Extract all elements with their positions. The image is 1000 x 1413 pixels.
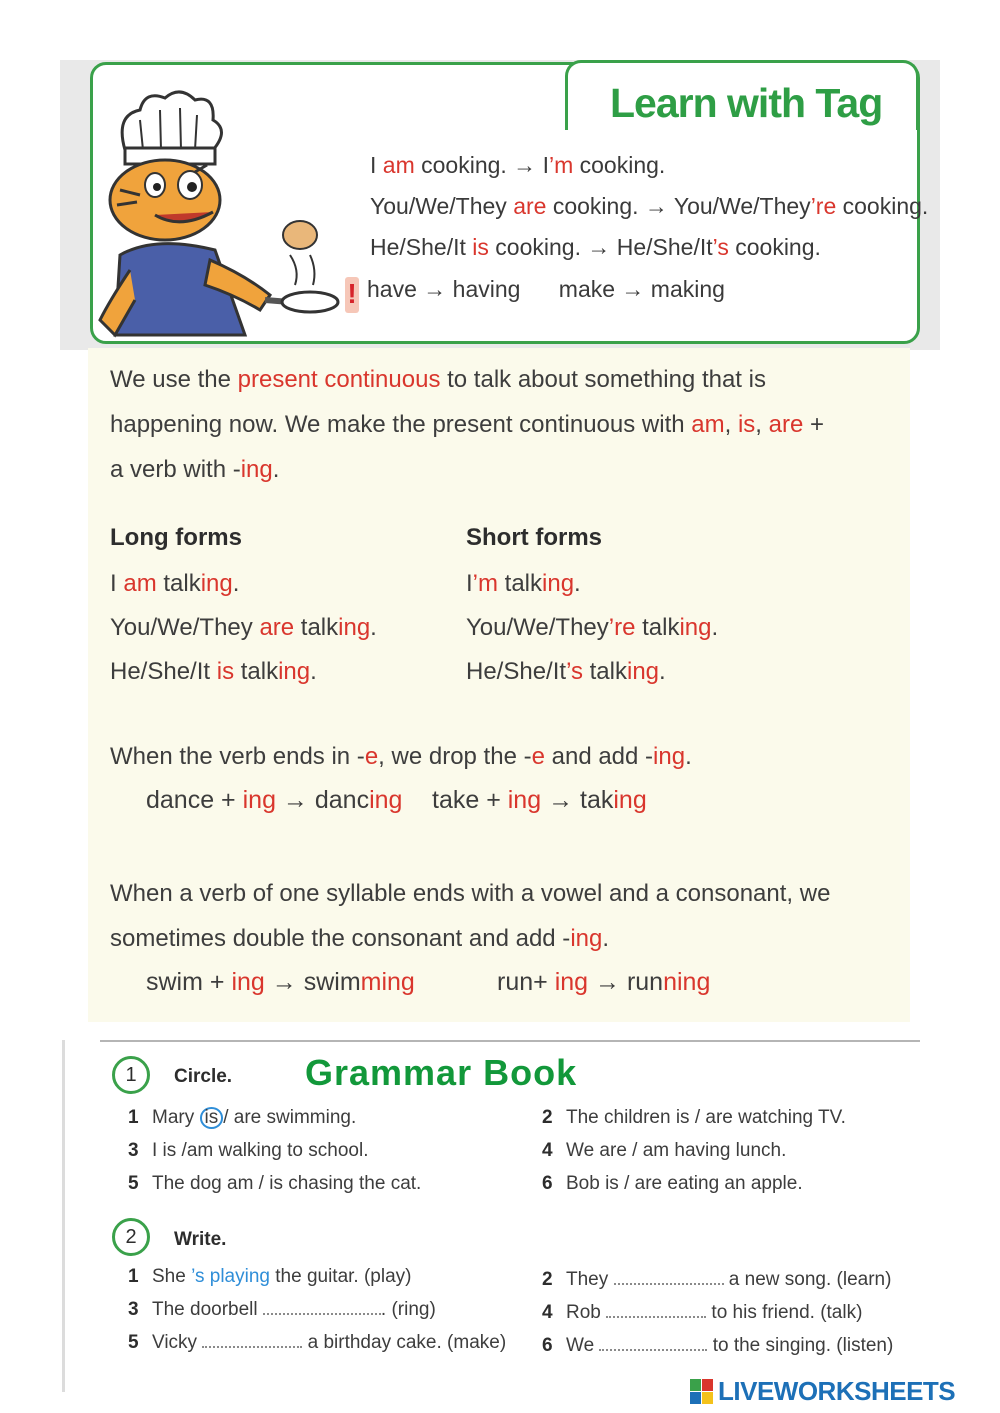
highlight-text: is <box>737 411 756 438</box>
item-text: a new song. (learn) <box>723 1269 892 1290</box>
item-text: / are swimming. <box>223 1107 357 1128</box>
item-text: The children is / are watching TV. <box>566 1107 846 1128</box>
item-text: We <box>566 1335 600 1356</box>
item-number: 2 <box>542 1269 553 1290</box>
rule-drop-e <box>110 734 692 779</box>
text-segment: a verb with - <box>110 456 241 483</box>
answer-field[interactable] <box>263 1301 381 1315</box>
highlight-text: ing <box>613 786 647 814</box>
answer-field[interactable] <box>614 1271 724 1285</box>
liveworksheets-logo-text: LIVEWORKSHEETS <box>718 1376 956 1406</box>
liveworksheets-mark-icon <box>690 1379 714 1405</box>
highlight-text: ’m <box>472 570 498 597</box>
answer-field[interactable] <box>606 1304 706 1318</box>
text-segment: He/She/It <box>370 234 473 260</box>
cooking-examples <box>370 145 928 268</box>
intro-line <box>110 447 824 492</box>
item-number: 3 <box>128 1140 139 1161</box>
item-text: We are / am having lunch. <box>566 1140 787 1161</box>
text-segment: When a verb of one syllable ends with a vowel and a consonant, we <box>110 880 831 907</box>
text-segment: → swim <box>264 968 361 996</box>
text-segment: to talk about something that is <box>440 366 766 393</box>
highlight-text: ing <box>278 658 311 685</box>
text-segment: , <box>724 411 738 438</box>
highlight-text: are <box>259 614 295 641</box>
highlight-text: ing <box>200 570 233 597</box>
text-segment: cooking. <box>728 234 821 260</box>
text-segment: I <box>370 152 383 178</box>
text-segment: . <box>685 743 692 770</box>
highlight-text: ’re <box>608 614 636 641</box>
text-segment: + <box>803 411 825 438</box>
item-text: a birthday cake. (make) <box>302 1332 507 1353</box>
long-forms-heading: Long forms <box>110 524 242 551</box>
long-forms-list <box>110 562 377 694</box>
highlight-text: ing <box>542 570 575 597</box>
text-segment: You/We/They <box>370 193 514 219</box>
highlight-text: ing <box>369 786 403 814</box>
highlight-text: ing <box>653 743 686 770</box>
example-running <box>497 968 710 997</box>
text-segment: I <box>110 570 124 597</box>
text-segment: He/She/It <box>110 658 217 685</box>
item-text: . (ring) <box>380 1299 436 1320</box>
text-segment: , we drop the - <box>378 743 532 770</box>
item-text: The doorbell <box>152 1299 263 1320</box>
highlight-text: ’re <box>810 193 837 219</box>
intro-line <box>110 402 824 447</box>
circle-item-2[interactable] <box>542 1107 846 1129</box>
exercise-2-number: 2 <box>112 1218 150 1256</box>
short-forms-heading: Short forms <box>466 524 603 551</box>
highlight-text: is <box>216 658 235 685</box>
item-text: Vicky <box>152 1332 203 1353</box>
write-item-3 <box>128 1299 436 1321</box>
text-segment: talk <box>498 570 543 597</box>
item-text: Rob <box>566 1302 607 1323</box>
item-text: Mary <box>152 1107 200 1128</box>
highlight-text: ing <box>626 658 660 685</box>
intro-paragraph <box>110 357 824 492</box>
text-segment: run+ <box>497 968 555 996</box>
text-segment: talk <box>635 614 680 641</box>
text-segment: cooking. <box>836 193 929 219</box>
exercise-divider <box>100 1040 920 1042</box>
circle-item-3[interactable] <box>128 1140 368 1162</box>
text-segment: cooking. → You/We/They <box>546 193 811 219</box>
text-segment: make → making <box>520 276 725 302</box>
cooking-line <box>370 227 928 268</box>
short-forms-list <box>466 562 718 694</box>
learn-with-tag-title: Learn with Tag <box>610 80 883 126</box>
exclamation-icon: ! <box>345 277 359 313</box>
intro-line <box>110 357 824 402</box>
item-text: to his friend. (talk) <box>706 1302 863 1323</box>
item-text: to the singing. (listen) <box>707 1335 894 1356</box>
short-form-line <box>466 562 718 606</box>
short-form-line <box>466 606 718 650</box>
text-segment: swim + <box>146 968 232 996</box>
highlight-text: am <box>691 411 725 438</box>
item-number: 2 <box>542 1107 553 1128</box>
text-segment: → run <box>588 968 664 996</box>
item-number: 1 <box>128 1107 139 1128</box>
example-swimming <box>146 968 415 997</box>
highlight-text: e <box>531 743 545 770</box>
item-number: 6 <box>542 1173 553 1194</box>
highlight-text: ’s <box>712 234 729 260</box>
item-text: the guitar. (play) <box>269 1266 412 1287</box>
answer-field[interactable]: ’s playing <box>191 1266 270 1287</box>
highlight-text: ing <box>338 614 371 641</box>
scan-edge <box>62 1040 65 1392</box>
text-segment: happening now. We make the present continuous with <box>110 411 692 438</box>
item-text: Bob is / are eating an apple. <box>566 1173 803 1194</box>
item-number: 4 <box>542 1140 553 1161</box>
liveworksheets-logo[interactable] <box>690 1376 955 1407</box>
exercise-2-label: Write. <box>174 1229 227 1250</box>
write-item-1 <box>128 1266 412 1288</box>
long-form-line <box>110 606 377 650</box>
cooking-line <box>370 186 928 227</box>
highlight-text: am <box>123 570 157 597</box>
highlight-text: e <box>364 743 379 770</box>
text-segment: You/We/They <box>466 614 609 641</box>
text-segment: When the verb ends in - <box>110 743 365 770</box>
item-number: 5 <box>128 1332 139 1353</box>
highlight-text: ’m <box>548 152 574 178</box>
text-segment: . <box>232 570 240 597</box>
answer-field[interactable] <box>202 1334 302 1348</box>
text-segment: . <box>711 614 719 641</box>
chef-tiger-illustration <box>95 80 345 340</box>
long-form-line <box>110 562 377 606</box>
text-segment: talk <box>582 658 627 685</box>
write-item-6 <box>542 1335 893 1357</box>
text-segment: , <box>755 411 769 438</box>
item-text: She <box>152 1266 192 1287</box>
item-text: The dog am / is chasing the cat. <box>152 1173 422 1194</box>
highlight-text: ing <box>242 786 276 814</box>
answer-field[interactable] <box>599 1337 707 1351</box>
item-number: 1 <box>128 1266 139 1287</box>
text-segment: . <box>602 925 610 952</box>
spelling-note <box>345 276 725 313</box>
highlight-text: ing <box>507 786 542 814</box>
item-number: 5 <box>128 1173 139 1194</box>
text-segment: We use the <box>110 366 238 393</box>
highlight-text: are <box>513 193 547 219</box>
text-segment: have → having <box>367 276 521 302</box>
text-segment: talk <box>234 658 279 685</box>
text-segment: He/She/It <box>466 658 567 685</box>
long-form-line <box>110 650 377 694</box>
rule-line <box>110 916 830 961</box>
text-segment: sometimes double the consonant and add - <box>110 925 571 952</box>
text-segment: You/We/They <box>110 614 260 641</box>
circle-item-1[interactable] <box>128 1107 356 1129</box>
grammar-book-title: Grammar Book <box>305 1052 578 1093</box>
item-number: 4 <box>542 1302 553 1323</box>
highlight-text: ming <box>360 968 415 996</box>
note-text <box>367 276 725 302</box>
circle-item-5[interactable] <box>128 1173 421 1195</box>
item-text: I is /am walking to school. <box>152 1140 369 1161</box>
text-segment: talk <box>294 614 339 641</box>
short-form-line <box>466 650 718 694</box>
highlight-text: ning <box>663 968 711 996</box>
rule-line <box>110 871 830 916</box>
highlight-text: am <box>382 152 415 178</box>
example-dancing <box>146 786 402 815</box>
text-segment: cooking. → He/She/It <box>488 234 713 260</box>
text-segment: . <box>310 658 317 685</box>
write-item-2 <box>542 1269 891 1291</box>
text-segment: I <box>466 570 473 597</box>
highlight-text: ing <box>240 456 273 483</box>
text-segment: and add - <box>544 743 654 770</box>
text-segment: talk <box>156 570 201 597</box>
highlight-text: ing <box>679 614 712 641</box>
text-segment: → danc <box>275 786 370 814</box>
text-segment: dance + <box>146 786 243 814</box>
highlight-text: ing <box>231 968 265 996</box>
text-segment: . <box>574 570 581 597</box>
write-item-5 <box>128 1332 506 1354</box>
highlight-text: ing <box>570 925 603 952</box>
highlight-text: are <box>768 411 804 438</box>
circled-answer[interactable]: is <box>200 1107 224 1129</box>
highlight-text: present continuous <box>237 366 441 393</box>
text-segment: take + <box>432 786 508 814</box>
write-item-4 <box>542 1302 862 1324</box>
example-taking <box>432 786 647 815</box>
circle-item-6[interactable] <box>542 1173 803 1195</box>
text-segment: cooking. → I <box>414 152 549 178</box>
text-segment: . <box>370 614 377 641</box>
item-number: 6 <box>542 1335 553 1356</box>
rule-double-consonant <box>110 871 830 961</box>
highlight-text: ing <box>554 968 589 996</box>
text-segment: cooking. <box>573 152 666 178</box>
item-text: They <box>566 1269 614 1290</box>
exercise-1-label: Circle. <box>174 1066 233 1087</box>
text-segment: → tak <box>541 786 614 814</box>
highlight-text: is <box>472 234 489 260</box>
highlight-text: ’s <box>566 658 583 685</box>
circle-item-4[interactable] <box>542 1140 786 1162</box>
text-segment: . <box>659 658 666 685</box>
item-number: 3 <box>128 1299 139 1320</box>
text-segment: . <box>272 456 280 483</box>
exercise-1-number: 1 <box>112 1056 150 1094</box>
cooking-line <box>370 145 928 186</box>
